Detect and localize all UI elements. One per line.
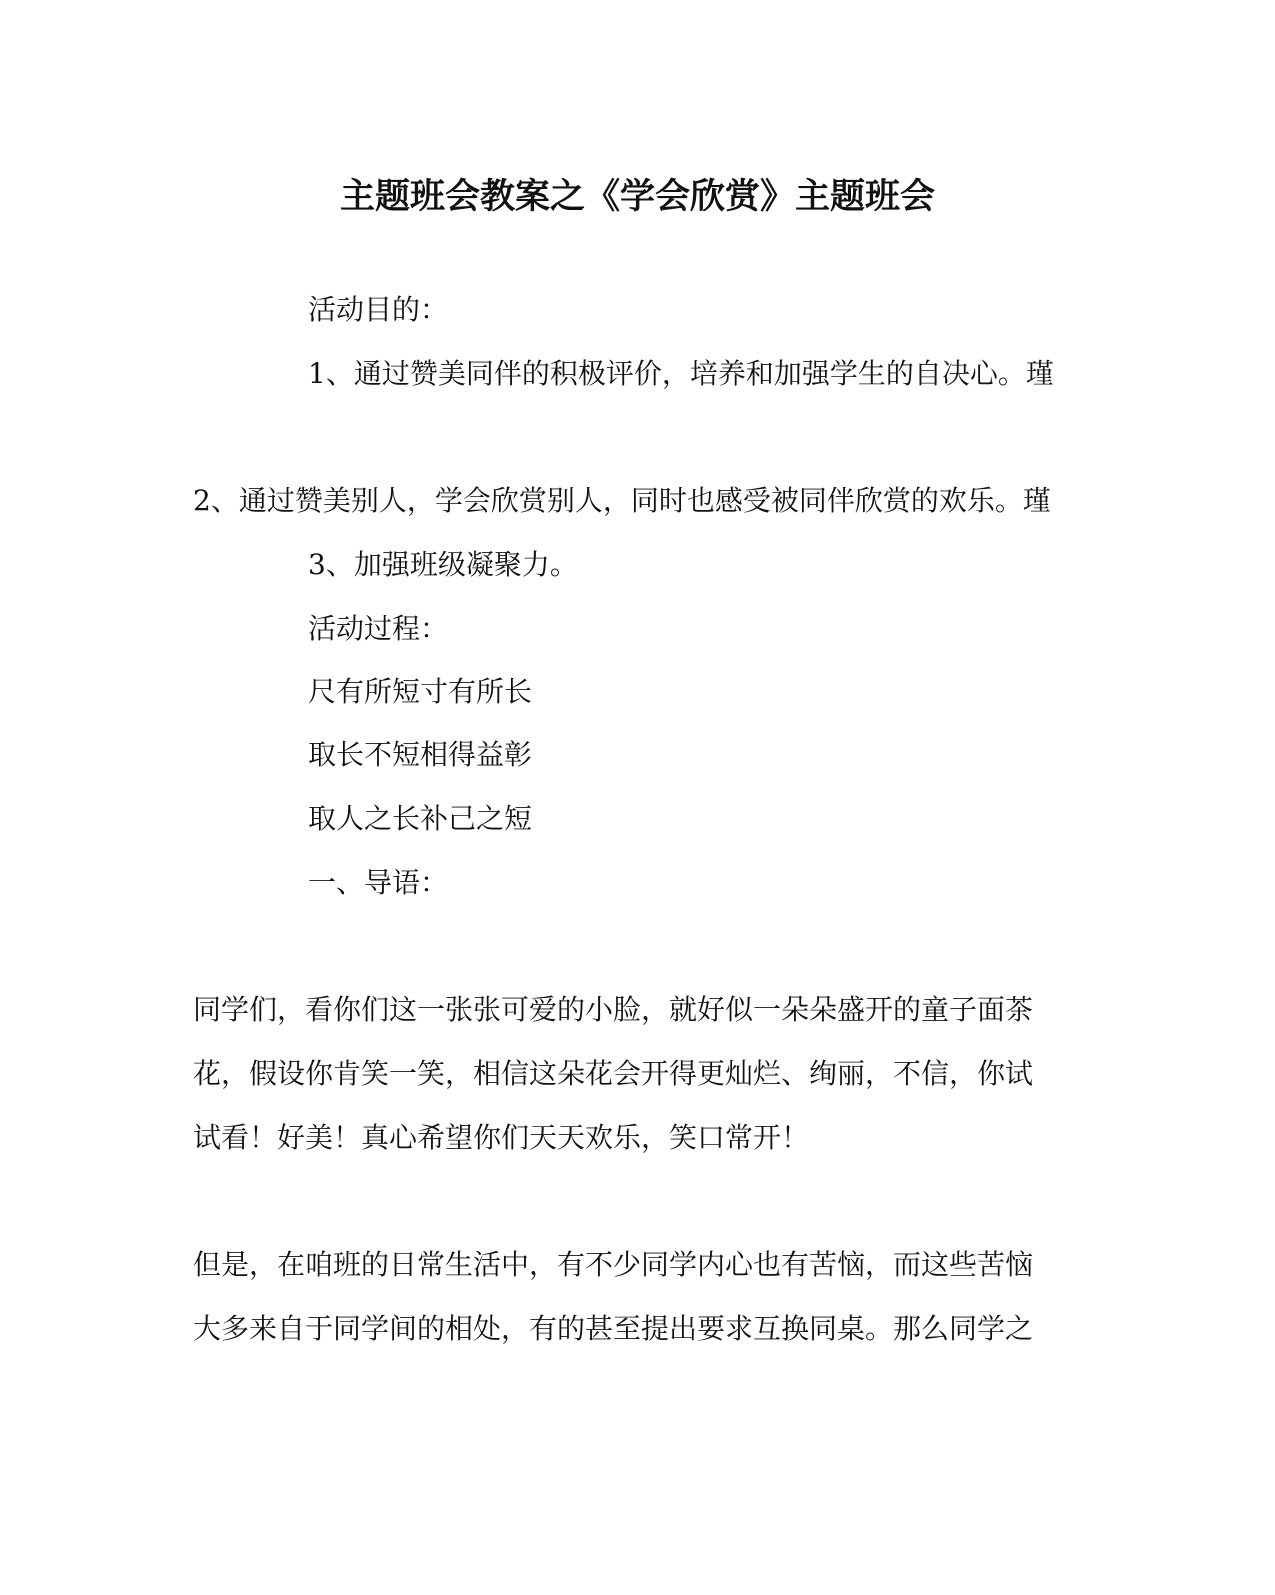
paragraph-line: 2、通过赞美别人，学会欣赏别人，同时也感受被同伴欣赏的欢乐。瑾 [193,484,1051,517]
paragraph-line: 大多来自于同学间的相处，有的甚至提出要求互换同桌。那么同学之 [193,1312,1034,1345]
document-title: 主题班会教案之《学会欣赏》主题班会 [339,176,935,217]
section-heading-purpose: 活动目的： [308,293,449,326]
paragraph-line: 1、通过赞美同伴的积极评价，培养和加强学生的自决心。瑾 [308,357,1054,390]
paragraph-line: 但是，在咱班的日常生活中，有不少同学内心也有苦恼，而这些苦恼 [193,1248,1034,1281]
section-heading-process: 活动过程： [308,612,449,645]
paragraph-line: 试看！好美！真心希望你们天天欢乐，笑口常开！ [193,1121,810,1154]
motto-line: 取人之长补己之短 [308,802,533,835]
paragraph-line: 同学们，看你们这一张张可爱的小脸，就好似一朵朵盛开的童子面茶 [193,993,1034,1026]
motto-line: 取长不短相得益彰 [308,738,533,771]
paragraph-line: 花，假设你肯笑一笑，相信这朵花会开得更灿烂、绚丽，不信，你试 [193,1057,1034,1090]
section-heading-intro: 一、导语： [308,866,449,899]
motto-line: 尺有所短寸有所长 [308,675,533,708]
paragraph-line: 3、加强班级凝聚力。 [308,548,578,581]
